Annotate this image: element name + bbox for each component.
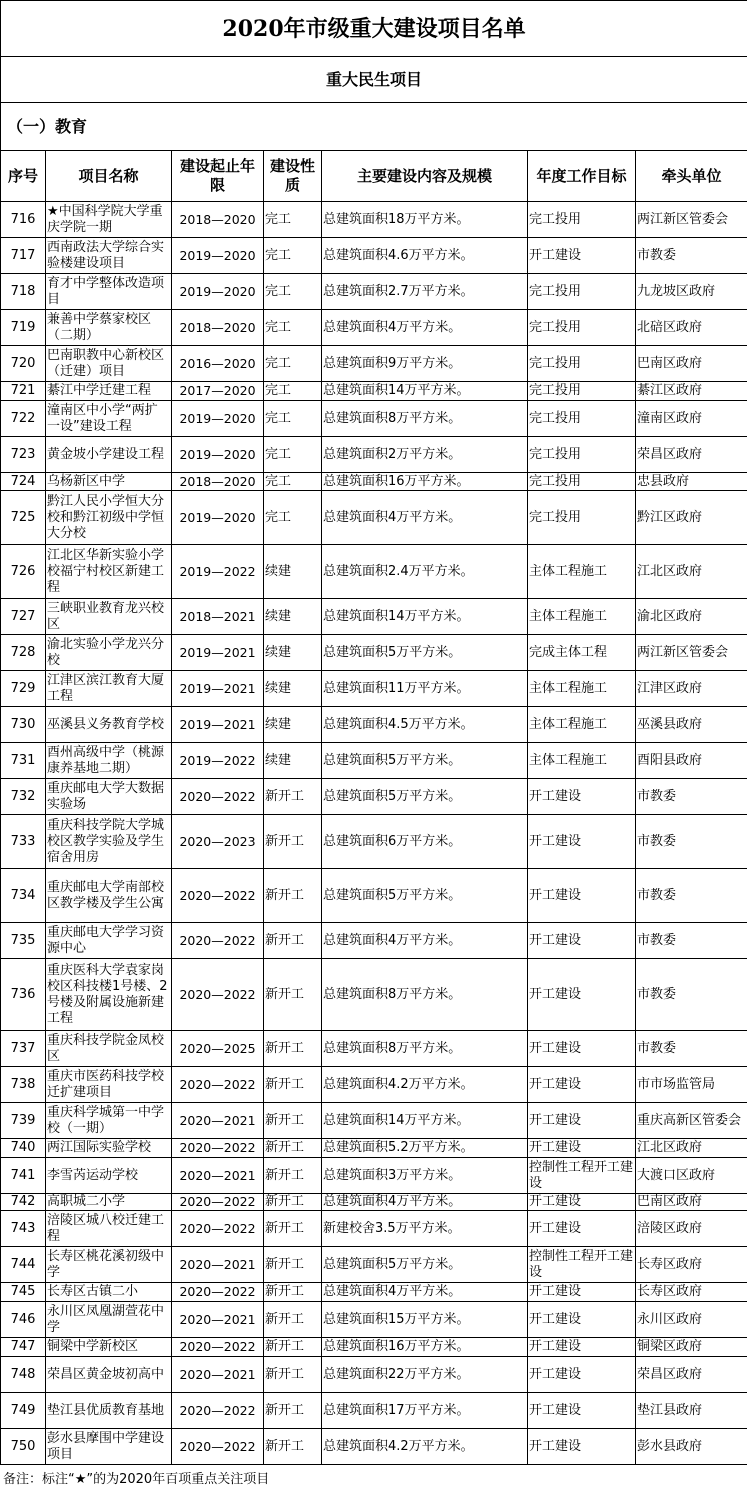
cell-target: 主体工程施工 [528, 671, 636, 707]
cell-content: 总建筑面积6万平方米。 [322, 815, 528, 869]
cell-no: 734 [1, 869, 46, 923]
section-heading: （一）教育 [1, 103, 747, 151]
cell-unit: 市教委 [636, 869, 747, 923]
cell-unit: 忠县政府 [636, 473, 747, 491]
table-row [1, 274, 747, 310]
cell-unit: 垫江县政府 [636, 1393, 747, 1429]
title-row [1, 1, 747, 57]
cell-unit: 市教委 [636, 959, 747, 1031]
cell-nature: 完工 [264, 238, 322, 274]
cell-unit: 涪陵区政府 [636, 1211, 747, 1247]
page-subtitle: 重大民生项目 [1, 57, 747, 103]
cell-unit: 江北区政府 [636, 1139, 747, 1158]
cell-name: 渝北实验小学龙兴分校 [46, 635, 172, 671]
cell-no: 727 [1, 599, 46, 635]
cell-name: 黔江人民小学恒大分校和黔江初级中学恒大分校 [46, 491, 172, 545]
cell-period: 2019—2020 [172, 401, 264, 437]
footnote: 备注：标注“★”的为2020年百项重点关注项目 [3, 1472, 270, 1487]
cell-name: 重庆市医药科技学校迁扩建项目 [46, 1067, 172, 1103]
cell-target: 开工建设 [528, 1067, 636, 1103]
cell-no: 750 [1, 1429, 46, 1465]
table-row [1, 923, 747, 959]
cell-target: 控制性工程开工建设 [528, 1158, 636, 1194]
cell-content: 总建筑面积15万平方米。 [322, 1302, 528, 1338]
cell-nature: 新开工 [264, 1283, 322, 1302]
cell-content: 总建筑面积16万平方米。 [322, 1338, 528, 1357]
cell-period: 2020—2022 [172, 1393, 264, 1429]
header-content: 主要建设内容及规模 [322, 151, 528, 202]
table-row [1, 437, 747, 473]
cell-no: 749 [1, 1393, 46, 1429]
cell-name: 江津区滨江教育大厦工程 [46, 671, 172, 707]
cell-nature: 完工 [264, 401, 322, 437]
cell-period: 2020—2022 [172, 1067, 264, 1103]
table-row [1, 1194, 747, 1211]
cell-content: 总建筑面积5万平方米。 [322, 779, 528, 815]
cell-period: 2019—2022 [172, 545, 264, 599]
table-row [1, 1338, 747, 1357]
cell-target: 主体工程施工 [528, 599, 636, 635]
cell-period: 2020—2022 [172, 1139, 264, 1158]
cell-unit: 彭水县政府 [636, 1429, 747, 1465]
table-row [1, 1429, 747, 1465]
cell-nature: 续建 [264, 743, 322, 779]
cell-period: 2019—2020 [172, 437, 264, 473]
cell-unit: 江津区政府 [636, 671, 747, 707]
cell-content: 总建筑面积8万平方米。 [322, 1031, 528, 1067]
table-row [1, 310, 747, 346]
cell-no: 722 [1, 401, 46, 437]
cell-period: 2020—2022 [172, 1429, 264, 1465]
cell-period: 2020—2021 [172, 1357, 264, 1393]
cell-name: 长寿区古镇二小 [46, 1283, 172, 1302]
cell-no: 738 [1, 1067, 46, 1103]
cell-target: 开工建设 [528, 1211, 636, 1247]
cell-nature: 续建 [264, 707, 322, 743]
cell-content: 总建筑面积5万平方米。 [322, 1247, 528, 1283]
cell-content: 总建筑面积17万平方米。 [322, 1393, 528, 1429]
cell-target: 完工投用 [528, 346, 636, 382]
cell-target: 开工建设 [528, 1283, 636, 1302]
cell-nature: 新开工 [264, 1031, 322, 1067]
cell-period: 2020—2021 [172, 1302, 264, 1338]
cell-content: 总建筑面积5.2万平方米。 [322, 1139, 528, 1158]
cell-nature: 完工 [264, 382, 322, 401]
cell-name: 荣昌区黄金坡初高中 [46, 1357, 172, 1393]
cell-name: 垫江县优质教育基地 [46, 1393, 172, 1429]
cell-no: 721 [1, 382, 46, 401]
cell-unit: 黔江区政府 [636, 491, 747, 545]
cell-name: 巴南职教中心新校区（迁建）项目 [46, 346, 172, 382]
cell-name: 高职城二小学 [46, 1194, 172, 1211]
cell-target: 开工建设 [528, 1357, 636, 1393]
cell-target: 完成主体工程 [528, 635, 636, 671]
cell-content: 总建筑面积4万平方米。 [322, 923, 528, 959]
cell-target: 开工建设 [528, 1103, 636, 1139]
cell-content: 总建筑面积2.7万平方米。 [322, 274, 528, 310]
table-row [1, 1393, 747, 1429]
cell-target: 主体工程施工 [528, 707, 636, 743]
cell-name: 重庆科技学院大学城校区教学实验及学生宿舍用房 [46, 815, 172, 869]
table-row [1, 473, 747, 491]
cell-unit: 巴南区政府 [636, 346, 747, 382]
table-row [1, 1211, 747, 1247]
cell-period: 2019—2021 [172, 635, 264, 671]
table-row [1, 1067, 747, 1103]
cell-unit: 巫溪县政府 [636, 707, 747, 743]
cell-unit: 市教委 [636, 779, 747, 815]
table-row [1, 1247, 747, 1283]
cell-period: 2020—2022 [172, 779, 264, 815]
cell-no: 725 [1, 491, 46, 545]
cell-content: 总建筑面积8万平方米。 [322, 959, 528, 1031]
cell-nature: 完工 [264, 346, 322, 382]
cell-name: 育才中学整体改造项目 [46, 274, 172, 310]
cell-no: 728 [1, 635, 46, 671]
cell-target: 开工建设 [528, 1393, 636, 1429]
cell-unit: 市教委 [636, 923, 747, 959]
cell-no: 724 [1, 473, 46, 491]
cell-target: 完工投用 [528, 437, 636, 473]
cell-unit: 市教委 [636, 238, 747, 274]
cell-period: 2020—2021 [172, 1103, 264, 1139]
cell-target: 开工建设 [528, 1194, 636, 1211]
table-row [1, 1283, 747, 1302]
cell-nature: 新开工 [264, 1338, 322, 1357]
cell-no: 719 [1, 310, 46, 346]
table-row [1, 1139, 747, 1158]
cell-period: 2020—2022 [172, 1211, 264, 1247]
cell-nature: 新开工 [264, 1211, 322, 1247]
cell-nature: 新开工 [264, 1139, 322, 1158]
cell-unit: 市教委 [636, 815, 747, 869]
cell-target: 开工建设 [528, 1338, 636, 1357]
cell-target: 开工建设 [528, 959, 636, 1031]
cell-unit: 渝北区政府 [636, 599, 747, 635]
table-row [1, 1302, 747, 1338]
cell-name: 铜梁中学新校区 [46, 1338, 172, 1357]
cell-nature: 新开工 [264, 923, 322, 959]
cell-target: 完工投用 [528, 382, 636, 401]
cell-period: 2020—2023 [172, 815, 264, 869]
cell-period: 2018—2020 [172, 473, 264, 491]
table-row [1, 491, 747, 545]
cell-nature: 新开工 [264, 869, 322, 923]
table-row [1, 707, 747, 743]
cell-content: 总建筑面积14万平方米。 [322, 382, 528, 401]
cell-content: 总建筑面积2.4万平方米。 [322, 545, 528, 599]
cell-target: 完工投用 [528, 401, 636, 437]
cell-target: 完工投用 [528, 491, 636, 545]
cell-no: 744 [1, 1247, 46, 1283]
cell-name: 潼南区中小学“两扩一设”建设工程 [46, 401, 172, 437]
cell-unit: 九龙坡区政府 [636, 274, 747, 310]
cell-nature: 新开工 [264, 959, 322, 1031]
cell-name: 重庆邮电大学南部校区教学楼及学生公寓 [46, 869, 172, 923]
table-row [1, 743, 747, 779]
page-title: 2020年市级重大建设项目名单 [1, 1, 747, 57]
cell-unit: 长寿区政府 [636, 1247, 747, 1283]
cell-nature: 新开工 [264, 779, 322, 815]
cell-period: 2020—2025 [172, 1031, 264, 1067]
cell-no: 718 [1, 274, 46, 310]
cell-name: 酉州高级中学（桃源康养基地二期） [46, 743, 172, 779]
cell-content: 总建筑面积5万平方米。 [322, 869, 528, 923]
cell-period: 2018—2021 [172, 599, 264, 635]
cell-no: 741 [1, 1158, 46, 1194]
table-row [1, 238, 747, 274]
cell-unit: 铜梁区政府 [636, 1338, 747, 1357]
table-row [1, 959, 747, 1031]
cell-period: 2020—2022 [172, 1338, 264, 1357]
table-row [1, 545, 747, 599]
cell-no: 746 [1, 1302, 46, 1338]
cell-period: 2018—2020 [172, 310, 264, 346]
cell-unit: 重庆高新区管委会 [636, 1103, 747, 1139]
cell-period: 2019—2021 [172, 707, 264, 743]
cell-no: 745 [1, 1283, 46, 1302]
cell-target: 开工建设 [528, 1139, 636, 1158]
cell-target: 完工投用 [528, 202, 636, 238]
cell-nature: 续建 [264, 545, 322, 599]
cell-period: 2019—2021 [172, 671, 264, 707]
cell-nature: 新开工 [264, 1103, 322, 1139]
cell-period: 2019—2022 [172, 743, 264, 779]
cell-target: 开工建设 [528, 238, 636, 274]
cell-content: 总建筑面积5万平方米。 [322, 743, 528, 779]
cell-no: 729 [1, 671, 46, 707]
cell-no: 739 [1, 1103, 46, 1139]
header-name: 项目名称 [46, 151, 172, 202]
cell-content: 总建筑面积3万平方米。 [322, 1158, 528, 1194]
cell-content: 总建筑面积8万平方米。 [322, 401, 528, 437]
cell-unit: 酉阳县政府 [636, 743, 747, 779]
cell-nature: 新开工 [264, 1247, 322, 1283]
header-period: 建设起止年限 [172, 151, 264, 202]
cell-nature: 续建 [264, 635, 322, 671]
cell-no: 716 [1, 202, 46, 238]
cell-no: 733 [1, 815, 46, 869]
cell-target: 完工投用 [528, 310, 636, 346]
cell-unit: 两江新区管委会 [636, 635, 747, 671]
cell-period: 2020—2022 [172, 923, 264, 959]
cell-target: 主体工程施工 [528, 743, 636, 779]
cell-content: 总建筑面积4万平方米。 [322, 491, 528, 545]
cell-name: 重庆邮电大学学习资源中心 [46, 923, 172, 959]
cell-nature: 新开工 [264, 1357, 322, 1393]
table-row [1, 1158, 747, 1194]
header-nature: 建设性质 [264, 151, 322, 202]
cell-target: 控制性工程开工建设 [528, 1247, 636, 1283]
cell-no: 742 [1, 1194, 46, 1211]
cell-target: 完工投用 [528, 473, 636, 491]
cell-no: 731 [1, 743, 46, 779]
cell-content: 总建筑面积16万平方米。 [322, 473, 528, 491]
cell-content: 总建筑面积9万平方米。 [322, 346, 528, 382]
cell-no: 723 [1, 437, 46, 473]
cell-name: 黄金坡小学建设工程 [46, 437, 172, 473]
cell-period: 2020—2021 [172, 1158, 264, 1194]
cell-period: 2020—2022 [172, 869, 264, 923]
cell-content: 总建筑面积14万平方米。 [322, 599, 528, 635]
cell-content: 总建筑面积4.2万平方米。 [322, 1067, 528, 1103]
cell-name: 涪陵区城八校迁建工程 [46, 1211, 172, 1247]
cell-nature: 新开工 [264, 1429, 322, 1465]
cell-content: 总建筑面积11万平方米。 [322, 671, 528, 707]
cell-unit: 綦江区政府 [636, 382, 747, 401]
cell-target: 开工建设 [528, 815, 636, 869]
cell-unit: 市教委 [636, 1031, 747, 1067]
table-row [1, 815, 747, 869]
cell-content: 总建筑面积4万平方米。 [322, 310, 528, 346]
cell-content: 新建校舍3.5万平方米。 [322, 1211, 528, 1247]
cell-name: 江北区华新实验小学校福宁村校区新建工程 [46, 545, 172, 599]
cell-target: 开工建设 [528, 869, 636, 923]
cell-no: 735 [1, 923, 46, 959]
cell-name: 重庆医科大学袁家岗校区科技楼1号楼、2号楼及附属设施新建工程 [46, 959, 172, 1031]
cell-unit: 江北区政府 [636, 545, 747, 599]
cell-content: 总建筑面积4.5万平方米。 [322, 707, 528, 743]
cell-name: 三峡职业教育龙兴校区 [46, 599, 172, 635]
cell-name: 乌杨新区中学 [46, 473, 172, 491]
cell-name: 李雪芮运动学校 [46, 1158, 172, 1194]
cell-name: 两江国际实验学校 [46, 1139, 172, 1158]
cell-period: 2020—2021 [172, 1247, 264, 1283]
cell-content: 总建筑面积4万平方米。 [322, 1194, 528, 1211]
cell-nature: 完工 [264, 491, 322, 545]
cell-name: ★中国科学院大学重庆学院一期 [46, 202, 172, 238]
cell-period: 2020—2022 [172, 1283, 264, 1302]
cell-name: 重庆科学城第一中学校（一期） [46, 1103, 172, 1139]
cell-period: 2019—2020 [172, 274, 264, 310]
cell-unit: 荣昌区政府 [636, 437, 747, 473]
section-row [1, 103, 747, 151]
table-row [1, 1357, 747, 1393]
cell-target: 开工建设 [528, 923, 636, 959]
header-target: 年度工作目标 [528, 151, 636, 202]
cell-period: 2020—2022 [172, 1194, 264, 1211]
table-row [1, 1031, 747, 1067]
header-no: 序号 [1, 151, 46, 202]
cell-period: 2019—2020 [172, 491, 264, 545]
cell-period: 2017—2020 [172, 382, 264, 401]
cell-nature: 完工 [264, 202, 322, 238]
cell-unit: 巴南区政府 [636, 1194, 747, 1211]
cell-target: 开工建设 [528, 779, 636, 815]
cell-nature: 续建 [264, 671, 322, 707]
cell-content: 总建筑面积18万平方米。 [322, 202, 528, 238]
cell-unit: 大渡口区政府 [636, 1158, 747, 1194]
cell-no: 732 [1, 779, 46, 815]
cell-nature: 新开工 [264, 1067, 322, 1103]
cell-nature: 新开工 [264, 1194, 322, 1211]
cell-no: 730 [1, 707, 46, 743]
cell-nature: 完工 [264, 310, 322, 346]
cell-no: 748 [1, 1357, 46, 1393]
cell-target: 完工投用 [528, 274, 636, 310]
cell-unit: 北碚区政府 [636, 310, 747, 346]
cell-name: 重庆科技学院金凤校区 [46, 1031, 172, 1067]
cell-nature: 完工 [264, 274, 322, 310]
cell-content: 总建筑面积5万平方米。 [322, 635, 528, 671]
cell-no: 720 [1, 346, 46, 382]
cell-period: 2020—2022 [172, 959, 264, 1031]
cell-nature: 新开工 [264, 815, 322, 869]
table-row [1, 382, 747, 401]
cell-nature: 完工 [264, 437, 322, 473]
header-unit: 牵头单位 [636, 151, 747, 202]
table-row [1, 202, 747, 238]
cell-name: 重庆邮电大学大数据实验场 [46, 779, 172, 815]
cell-target: 开工建设 [528, 1429, 636, 1465]
cell-content: 总建筑面积4万平方米。 [322, 1283, 528, 1302]
table-row [1, 346, 747, 382]
cell-nature: 完工 [264, 473, 322, 491]
cell-name: 彭水县摩围中学建设项目 [46, 1429, 172, 1465]
cell-content: 总建筑面积4.2万平方米。 [322, 1429, 528, 1465]
cell-unit: 两江新区管委会 [636, 202, 747, 238]
table-row [1, 599, 747, 635]
header-row [1, 151, 747, 202]
cell-target: 开工建设 [528, 1031, 636, 1067]
table-row [1, 671, 747, 707]
cell-period: 2019—2020 [172, 238, 264, 274]
cell-name: 巫溪县义务教育学校 [46, 707, 172, 743]
table-row [1, 869, 747, 923]
table-row [1, 1103, 747, 1139]
cell-unit: 市市场监管局 [636, 1067, 747, 1103]
cell-period: 2016—2020 [172, 346, 264, 382]
cell-content: 总建筑面积14万平方米。 [322, 1103, 528, 1139]
cell-target: 开工建设 [528, 1302, 636, 1338]
cell-unit: 长寿区政府 [636, 1283, 747, 1302]
cell-content: 总建筑面积22万平方米。 [322, 1357, 528, 1393]
cell-no: 740 [1, 1139, 46, 1158]
table-row [1, 779, 747, 815]
table-row [1, 635, 747, 671]
cell-no: 736 [1, 959, 46, 1031]
cell-period: 2018—2020 [172, 202, 264, 238]
cell-nature: 续建 [264, 599, 322, 635]
cell-nature: 新开工 [264, 1158, 322, 1194]
cell-name: 兼善中学蔡家校区（二期） [46, 310, 172, 346]
cell-target: 主体工程施工 [528, 545, 636, 599]
cell-content: 总建筑面积4.6万平方米。 [322, 238, 528, 274]
cell-no: 717 [1, 238, 46, 274]
cell-name: 永川区凤凰湖萱花中学 [46, 1302, 172, 1338]
cell-unit: 潼南区政府 [636, 401, 747, 437]
table-body [1, 1, 747, 1465]
cell-no: 743 [1, 1211, 46, 1247]
cell-content: 总建筑面积2万平方米。 [322, 437, 528, 473]
cell-no: 726 [1, 545, 46, 599]
cell-name: 綦江中学迁建工程 [46, 382, 172, 401]
cell-unit: 荣昌区政府 [636, 1357, 747, 1393]
table-row [1, 401, 747, 437]
cell-no: 737 [1, 1031, 46, 1067]
cell-nature: 新开工 [264, 1393, 322, 1429]
cell-no: 747 [1, 1338, 46, 1357]
cell-name: 西南政法大学综合实验楼建设项目 [46, 238, 172, 274]
cell-nature: 新开工 [264, 1302, 322, 1338]
subtitle-row [1, 57, 747, 103]
cell-unit: 永川区政府 [636, 1302, 747, 1338]
cell-name: 长寿区桃花溪初级中学 [46, 1247, 172, 1283]
